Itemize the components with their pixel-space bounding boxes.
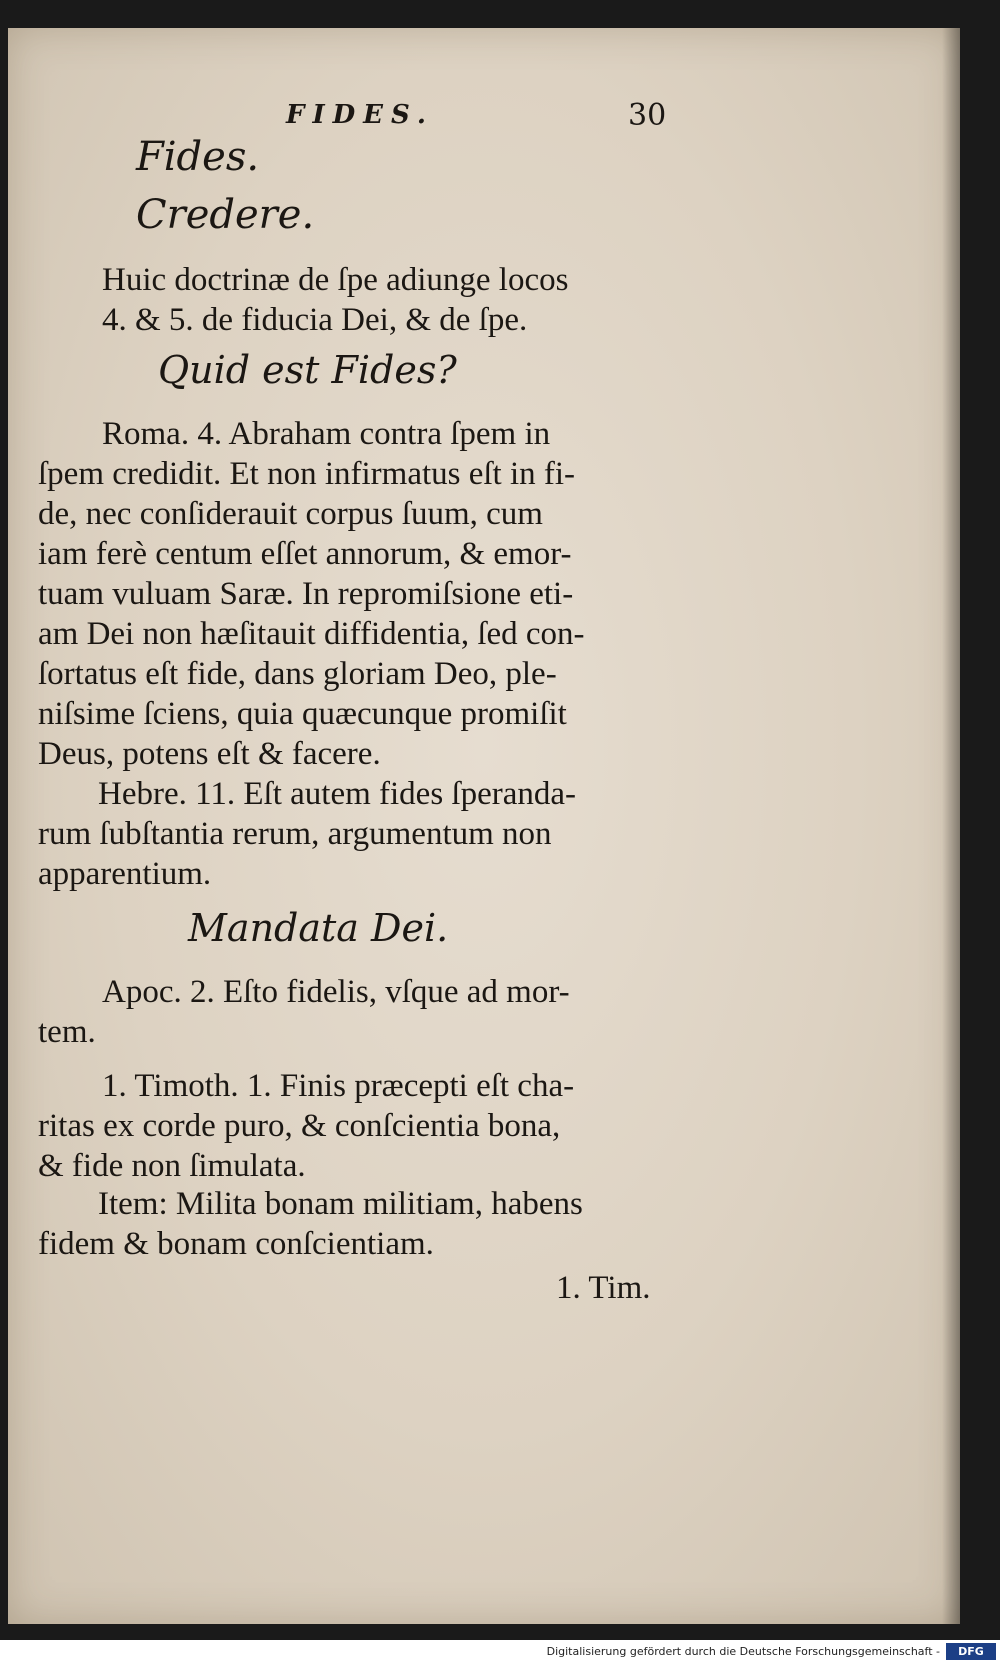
text-line: tem. <box>38 1014 96 1050</box>
text-line: am Dei non hæſitauit diffidentia, ſed con- <box>38 616 585 652</box>
spine-shadow <box>942 28 960 1624</box>
text-line: 1. Timoth. 1. Finis præcepti eſt cha- <box>102 1068 575 1104</box>
text-line: ſpem credidit. Et non infirmatus eſt in fi- <box>38 456 576 492</box>
text-line: Deus, potens eſt & facere. <box>38 736 381 772</box>
page-number: 30 <box>628 98 667 133</box>
book-page <box>8 28 960 1624</box>
paragraph-timothy <box>38 1066 708 1186</box>
paragraph-hebrews <box>38 774 708 894</box>
text-line: Huic doctrinæ de ſpe adiunge locos <box>102 262 569 298</box>
text-line: ſortatus eſt fide, dans gloriam Deo, ple- <box>38 656 557 692</box>
text-line: Roma. 4. Abraham contra ſpem in <box>102 416 551 452</box>
paragraph-intro <box>102 260 692 340</box>
footer-credit: Digitalisierung gefördert durch die Deutsche Forschungsgemeinschaft - <box>546 1645 940 1658</box>
heading-fides: Fides. <box>136 134 260 180</box>
dfg-logo-icon: DFG <box>946 1643 996 1660</box>
heading-mandata-dei: Mandata Dei. <box>188 906 449 950</box>
text-line: & fide non ſimulata. <box>38 1148 306 1184</box>
text-line: Item: Milita bonam militiam, habens <box>98 1186 583 1222</box>
text-line: rum ſubſtantia rerum, argumentum non <box>38 816 552 852</box>
text-line: de, nec conſiderauit corpus ſuum, cum <box>38 496 543 532</box>
heading-quid-est-fides: Quid est Fides? <box>158 348 457 392</box>
text-line: 4. & 5. de fiducia Dei, & de ſpe. <box>102 302 528 338</box>
text-line: niſsime ſciens, quia quæcunque promiſit <box>38 696 567 732</box>
text-line: iam ferè centum eſſet annorum, & emor- <box>38 536 572 572</box>
digitization-footer <box>0 1640 1000 1665</box>
text-line: ritas ex corde puro, & conſcientia bona, <box>38 1108 561 1144</box>
catchword: 1. Tim. <box>556 1270 651 1306</box>
text-line: fidem & bonam conſcientiam. <box>38 1226 434 1262</box>
text-line: Hebre. 11. Eſt autem fides ſperanda- <box>98 776 577 812</box>
running-head: FIDES. <box>286 100 434 130</box>
paragraph-romans <box>38 414 708 774</box>
text-line: Apoc. 2. Eſto fidelis, vſque ad mor- <box>102 974 570 1010</box>
paragraph-apocalypse <box>38 972 708 1052</box>
text-line: apparentium. <box>38 856 212 892</box>
heading-credere: Credere. <box>136 192 315 238</box>
paragraph-item <box>38 1184 708 1264</box>
text-line: tuam vuluam Saræ. In repromiſsione eti- <box>38 576 574 612</box>
